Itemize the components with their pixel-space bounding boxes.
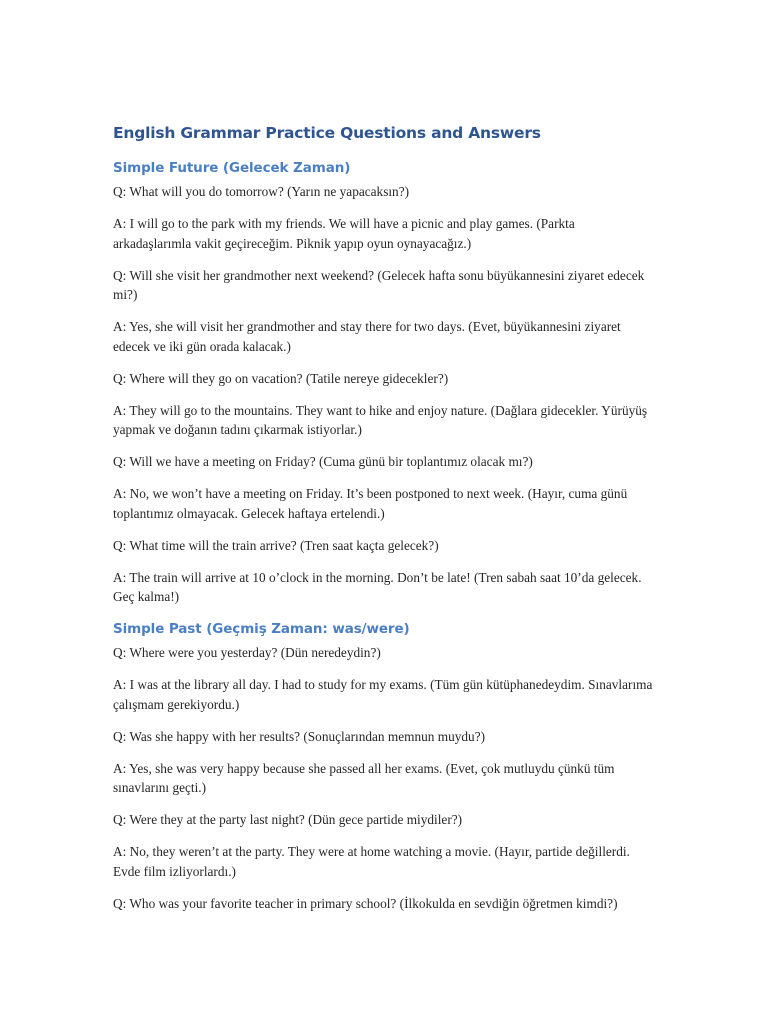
answer-paragraph: A: No, they weren’t at the party. They were at home watching a movie. (Hayır, partide değillerdi. Evde film izliyorlardı.) bbox=[113, 844, 630, 879]
answer-paragraph: A: Yes, she will visit her grandmother and stay there for two days. (Evet, büyükannesini ziyaret edecek ve iki gün orada kalacak.) bbox=[113, 319, 621, 354]
section-simple-future bbox=[113, 158, 653, 607]
question-paragraph: Q: Were they at the party last night? (Dün gece partide miydiler?) bbox=[113, 812, 463, 827]
answer-paragraph: A: The train will arrive at 10 o’clock in the morning. Don’t be late! (Tren sabah saat 10’da gelecek. Geç kalma!) bbox=[113, 569, 642, 604]
answer-paragraph: A: No, we won’t have a meeting on Friday. It’s been postponed to next week. (Hayır, cuma günü toplantımız olmayacak. Gelecek haftaya ertelendi.) bbox=[113, 486, 628, 521]
question-paragraph: Q: Where were you yesterday? (Dün neredeydin?) bbox=[113, 645, 381, 660]
question-paragraph: Q: Will we have a meeting on Friday? (Cuma günü bir toplantımız olacak mı?) bbox=[113, 454, 533, 469]
question-paragraph: Q: Was she happy with her results? (Sonuçlarından memnun muydu?) bbox=[113, 728, 486, 744]
question-paragraph: Q: What will you do tomorrow? (Yarın ne yapacaksın?) bbox=[113, 184, 410, 199]
question-paragraph: Q: What time will the train arrive? (Tren saat kaçta gelecek?) bbox=[113, 537, 439, 553]
answer-paragraph: A: They will go to the mountains. They want to hike and enjoy nature. (Dağlara gidecekler. Yürüyüş yapmak ve doğanın tadını çıkarmak istiyorlar.) bbox=[113, 402, 648, 437]
section-heading-simple-future: Simple Future (Gelecek Zaman) bbox=[113, 160, 351, 176]
section-simple-past bbox=[113, 619, 653, 913]
document-title: English Grammar Practice Questions and Answers bbox=[113, 124, 541, 142]
document-content bbox=[113, 122, 653, 926]
answer-paragraph: A: I was at the library all day. I had to study for my exams. (Tüm gün kütüphanedeydim. Sınavlarıma çalışmam gerekiyordu.) bbox=[113, 677, 653, 712]
question-paragraph: Q: Where will they go on vacation? (Tatile nereye gidecekler?) bbox=[113, 370, 449, 386]
answer-paragraph: A: I will go to the park with my friends. We will have a picnic and play games. (Parkta arkadaşlarımla vakit geçireceğim. Piknik yapıp oyun oynayacağız.) bbox=[113, 216, 575, 251]
answer-paragraph: A: Yes, she was very happy because she passed all her exams. (Evet, çok mutluydu çünkü tüm sınavlarını geçti.) bbox=[113, 760, 615, 795]
question-paragraph: Q: Will she visit her grandmother next weekend? (Gelecek hafta sonu büyükannesini ziyaret edecek mi?) bbox=[113, 267, 645, 302]
section-heading-simple-past: Simple Past (Geçmiş Zaman: was/were) bbox=[113, 621, 410, 637]
question-paragraph: Q: Who was your favorite teacher in primary school? (İlkokulda en sevdiğin öğretmen kimdi?) bbox=[113, 895, 618, 911]
